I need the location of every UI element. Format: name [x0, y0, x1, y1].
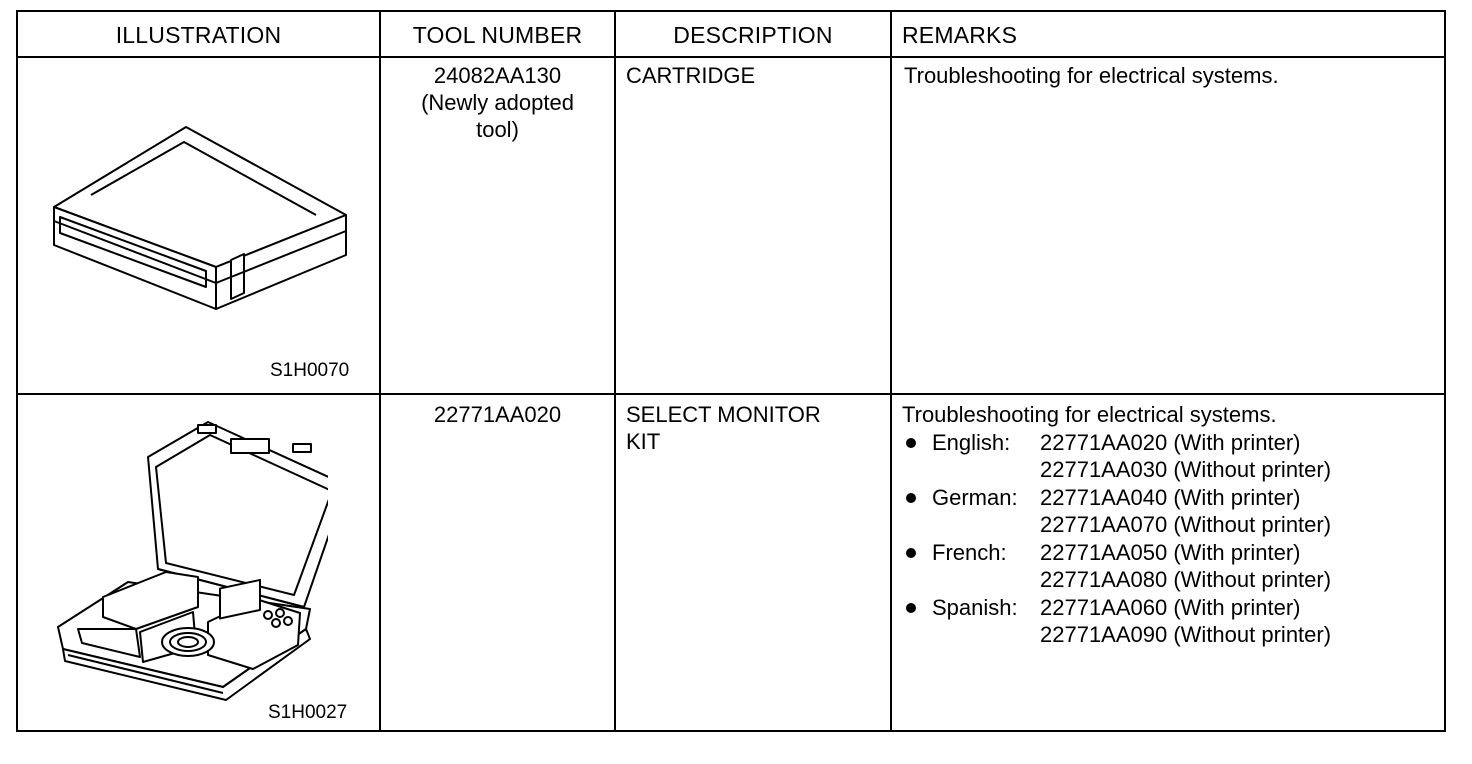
- bullet-icon: [902, 539, 932, 594]
- remarks-intro: Troubleshooting for electrical systems.: [902, 402, 1277, 427]
- list-item: [902, 484, 1432, 539]
- bullet-icon: [902, 594, 932, 649]
- language-label: Spanish:: [932, 594, 1018, 620]
- part-code: 22771AA020 (With printer): [1040, 429, 1301, 455]
- language-label: English:: [932, 429, 1011, 455]
- description-text: SELECT MONITOR: [626, 402, 821, 427]
- header-tool-number: TOOL NUMBER: [412, 21, 583, 48]
- description-text: CARTRIDGE: [626, 63, 756, 88]
- header-illustration: ILLUSTRATION: [115, 21, 282, 48]
- header-description: DESCRIPTION: [673, 21, 833, 48]
- tool-number-note: tool): [476, 117, 519, 142]
- part-code: 22771AA050 (With printer): [1040, 539, 1301, 565]
- part-code: 22771AA030 (Without printer): [1040, 457, 1332, 482]
- bullet-icon: [902, 429, 932, 484]
- list-item: [902, 539, 1432, 594]
- figure-label: S1H0027: [268, 702, 348, 723]
- language-list: [902, 429, 1432, 649]
- tool-table: [16, 10, 1446, 732]
- remarks-cell: [902, 401, 1432, 649]
- list-item: [902, 594, 1432, 649]
- row-divider: [18, 393, 1444, 395]
- part-code: 22771AA090 (Without printer): [1040, 622, 1332, 647]
- language-label: French:: [932, 539, 1007, 565]
- column-divider: [890, 12, 892, 730]
- tool-number-note: (Newly adopted: [421, 90, 574, 115]
- description-text: KIT: [626, 429, 661, 454]
- remarks-cell: [904, 62, 1434, 89]
- cartridge-illustration: [46, 117, 356, 317]
- language-label: German:: [932, 484, 1018, 510]
- part-code: 22771AA040 (With printer): [1040, 484, 1301, 510]
- tool-number-cell: [381, 401, 614, 428]
- list-item: [902, 429, 1432, 484]
- header-remarks: REMARKS: [902, 21, 1018, 48]
- tool-number: 22771AA020: [433, 402, 562, 427]
- description-cell: [626, 62, 886, 89]
- figure-label: S1H0070: [270, 360, 350, 381]
- tool-number-cell: [381, 62, 614, 143]
- tool-number: 24082AA130: [433, 63, 562, 88]
- part-code: 22771AA060 (With printer): [1040, 594, 1301, 620]
- description-cell: [626, 401, 886, 455]
- select-monitor-kit-illustration: [48, 417, 328, 702]
- part-codes: [1040, 539, 1331, 594]
- part-codes: [1040, 594, 1331, 649]
- remarks-intro: Troubleshooting for electrical systems.: [904, 63, 1279, 88]
- column-divider: [614, 12, 616, 730]
- part-codes: [1040, 429, 1331, 484]
- bullet-icon: [902, 484, 932, 539]
- part-codes: [1040, 484, 1331, 539]
- part-code: 22771AA070 (Without printer): [1040, 512, 1332, 537]
- part-code: 22771AA080 (Without printer): [1040, 567, 1332, 592]
